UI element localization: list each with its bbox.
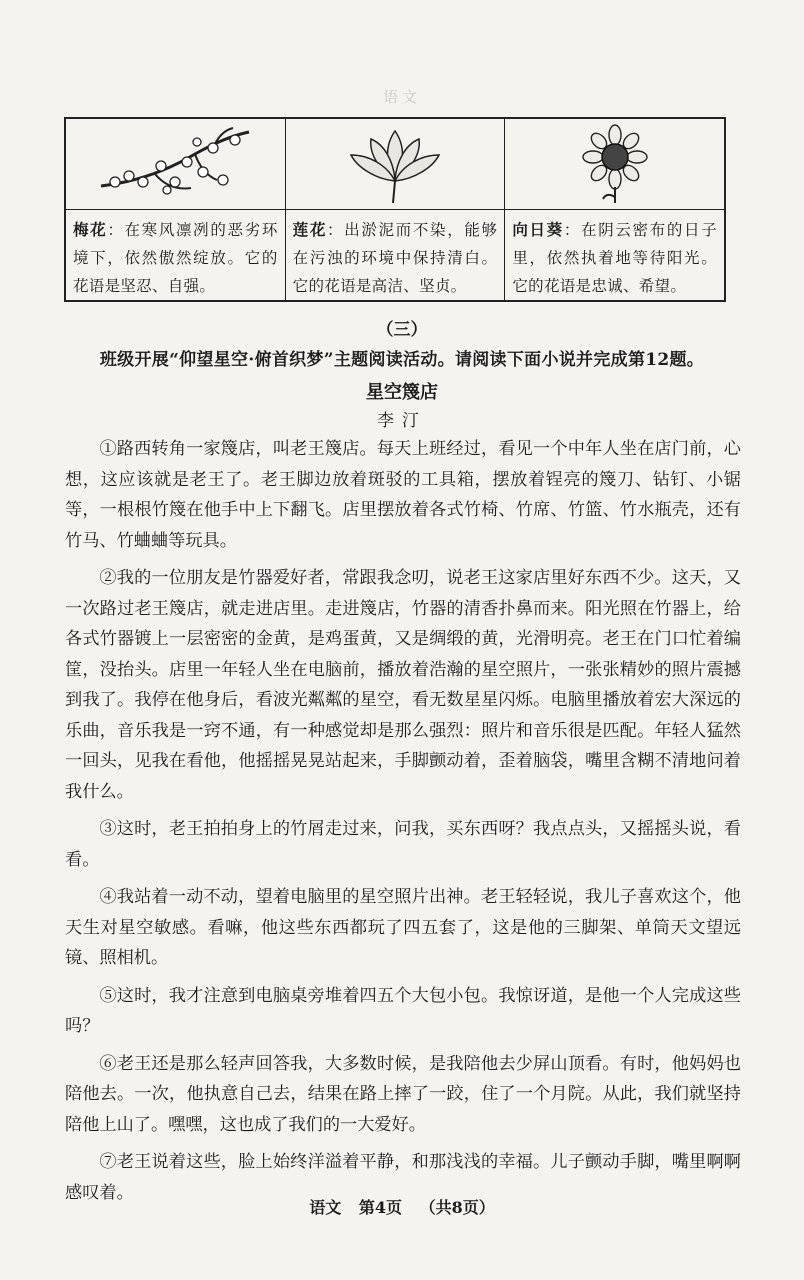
footer-total-pages: （共8页） (419, 1198, 495, 1217)
story-body (65, 434, 741, 1215)
flower-table (64, 117, 726, 302)
flower-description: ：出淤泥而不染，能够在污浊的环境中保持清白。它的花语是高洁、坚贞。 (292, 221, 498, 295)
paragraph: ②我的一位朋友是竹器爱好者，常跟我念叨，说老王这家店里好东西不少。这天，又一次路过老王篾店，就走进店里。走进篾店，竹器的清香扑鼻而来。阳光照在竹器上，给各式竹器镀上一层密密的金黄，是鸡蛋黄，又是绸缎的黄，光滑明亮。老王在门口忙着编筐，没抬头。店里一年轻人坐在电脑前，播放着浩瀚的星空照片，一张张精妙的照片震撼到我了。我停在他身后，看波光粼粼的星空，看无数星星闪烁。电脑里播放着宏大深远的乐曲，音乐我是一窍不通，有一种感觉却是那么强烈：照片和音乐很是匹配。年轻人猛然一回头，见我在看他，他摇摇晃晃站起来，手脚颤动着，歪着脑袋，嘴里含糊不清地问着我什么。 (65, 568, 741, 802)
paragraph: ③这时，老王拍拍身上的竹屑走过来，问我，买东西呀？我点点头，又摇摇头说，看看。 (65, 819, 741, 870)
flower-cell-lotus (286, 119, 506, 300)
footer-page-number: 第4页 (358, 1198, 402, 1217)
flower-cell-sunflower (505, 119, 724, 300)
story-title: 星空篾店 (366, 382, 438, 403)
flower-name: 向日葵 (512, 220, 564, 239)
flower-description: ：在寒风凛冽的恶劣环境下，依然傲然绽放。它的花语是坚忍、自强。 (73, 221, 278, 295)
paragraph: ①路西转角一家篾店，叫老王篾店。每天上班经过，看见一个中年人坐在店门前，心想，这应该就是老王了。老王脚边放着斑驳的工具箱，摆放着锃亮的篾刀、钻钉、小锯等，一根根竹篾在他手中上下翻飞。店里摆放着各式竹椅、竹席、竹篮、竹水瓶壳，还有竹马、竹蛐蛐等玩具。 (65, 439, 741, 551)
paragraph: ⑤这时，我才注意到电脑桌旁堆着四五个大包小包。我惊讶道，是他一个人完成这些吗？ (65, 985, 741, 1036)
reading-instruction: 班级开展“仰望星空·俯首织梦”主题阅读活动。请阅读下面小说并完成第12题。 (99, 350, 705, 370)
paragraph: ④我站着一动不动，望着电脑里的星空照片出神。老王轻轻说，我儿子喜欢这个，他天生对星空敏感。看嘛，他这些东西都玩了四五套了，这是他的三脚架、单筒天文望远镜、照相机。 (65, 887, 741, 968)
page-footer (0, 1195, 804, 1218)
flower-cell-plum (66, 119, 286, 300)
sunflower-icon (575, 123, 655, 205)
flower-name: 莲花 (292, 220, 328, 239)
footer-subject: 语文 (309, 1198, 342, 1217)
flower-description: ：在阴云密布的日子里，依然执着地等待阳光。它的花语是忠诚、希望。 (512, 221, 718, 295)
lotus-icon (345, 123, 445, 205)
faint-header-text: 语文 (382, 88, 421, 106)
plum-blossom-icon (95, 124, 255, 204)
paragraph: ⑦老王说着这些，脸上始终洋溢着平静，和那浅浅的幸福。儿子颤动手脚，嘴里啊啊感叹着。 (65, 1152, 741, 1203)
flower-name: 梅花 (73, 220, 108, 239)
section-title: （三） (376, 320, 428, 340)
paragraph: ⑥老王还是那么轻声回答我，大多数时候，是我陪他去少屏山顶看。有时，他妈妈也陪他去。一次，他执意自己去，结果在路上摔了一跤，住了一个月院。从此，我们就坚持陪他上山了。嘿嘿，这也成了我们的一大爱好。 (65, 1053, 741, 1135)
author-name: 李汀 (377, 411, 427, 431)
